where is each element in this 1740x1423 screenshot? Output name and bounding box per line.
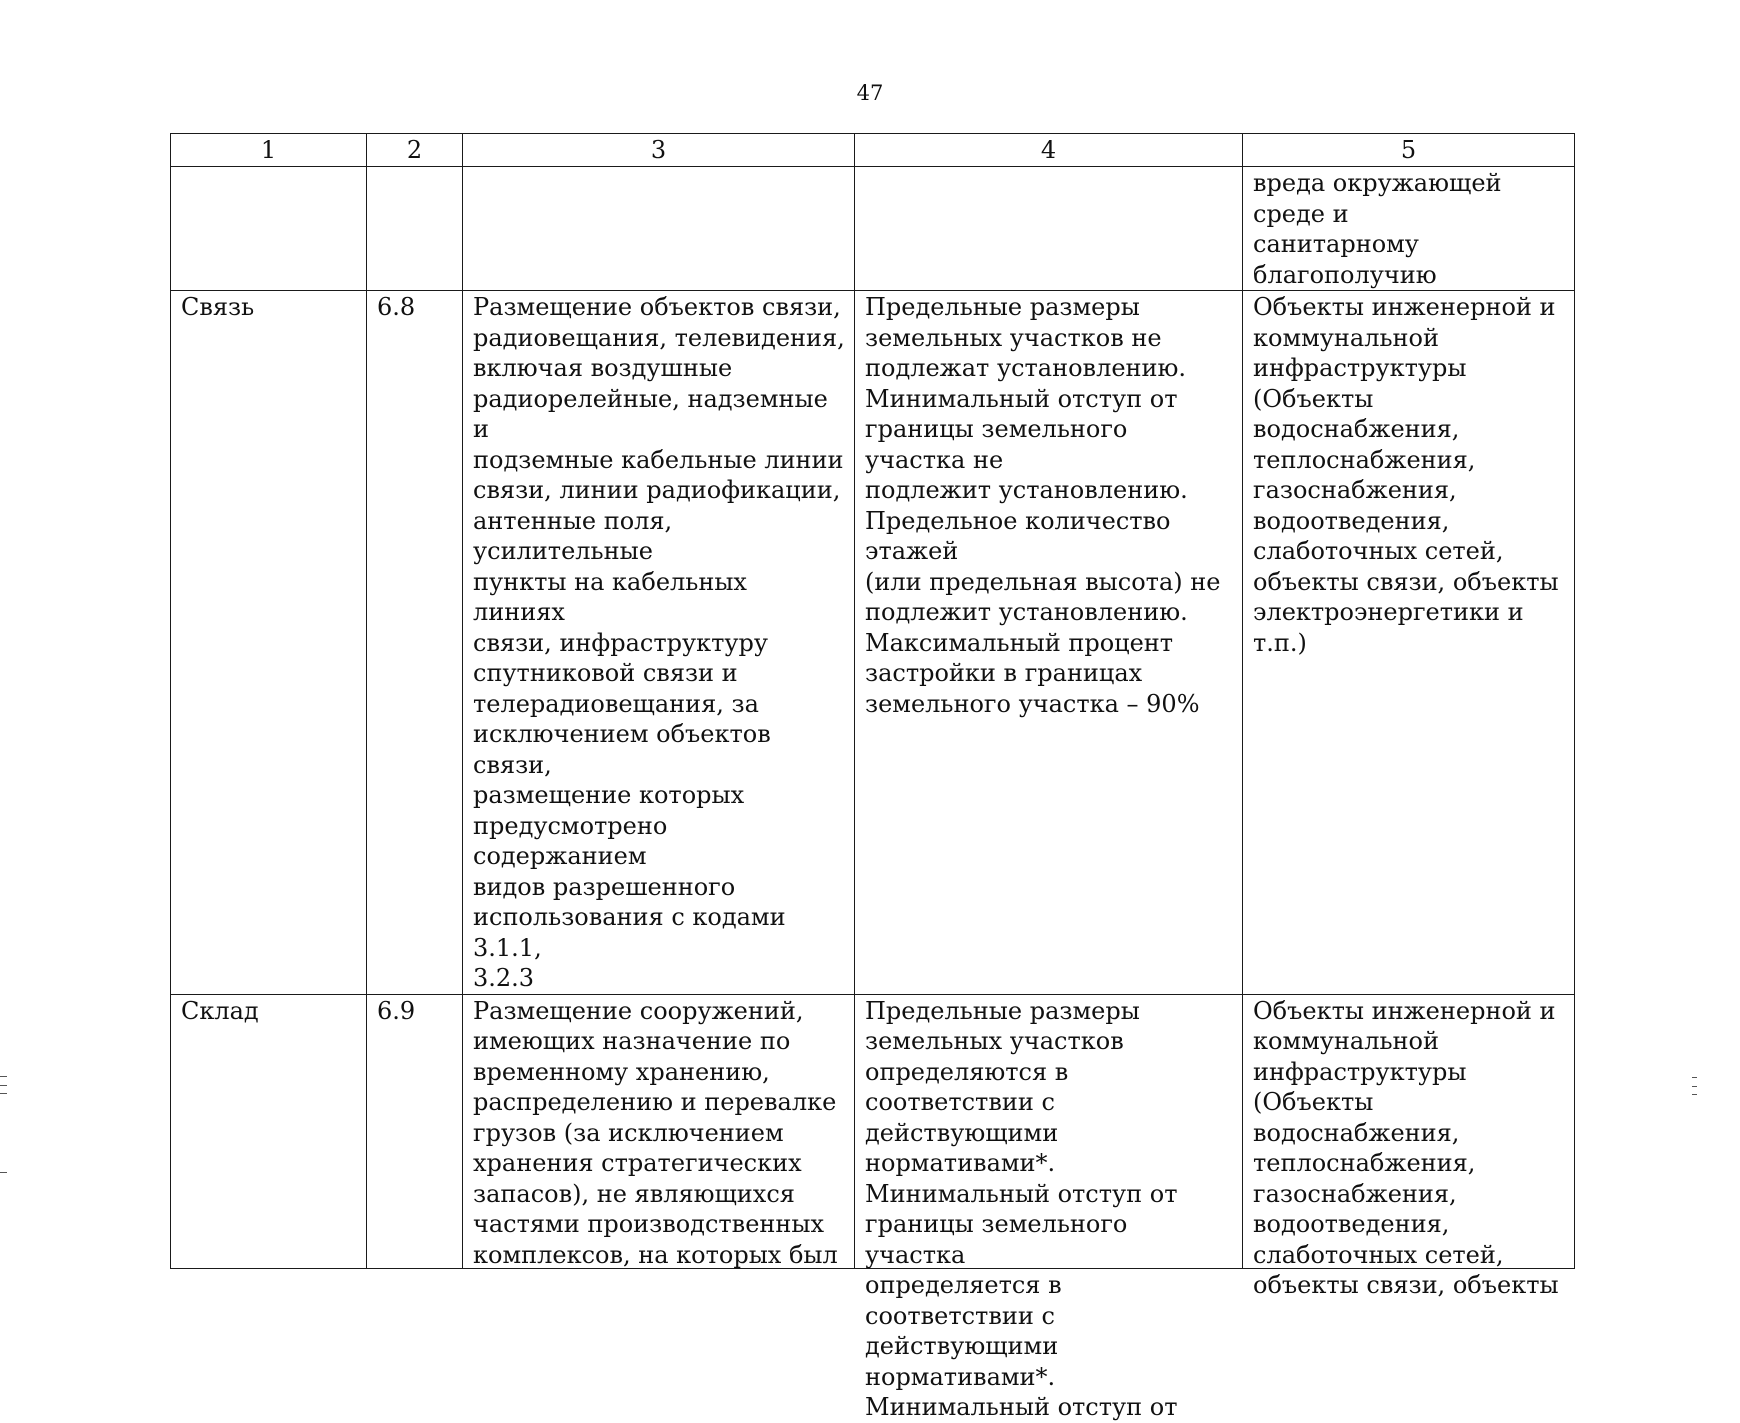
regulations-table [170,133,1575,1421]
scan-margin-mark-right [1692,1086,1697,1087]
cell-text: Объекты инженерной и коммунальной инфраструктуры (Объекты водоснабжения, теплоснабжения, газоснабжения, водоотведения, слаботочных сетей, объекты связи, объекты [1253,996,1559,1299]
header-cell-4: 4 [855,134,1243,167]
header-cell-5: 5 [1243,134,1575,167]
cell-auxiliary-uses: Объекты инженерной и коммунальной инфраструктуры (Объекты водоснабжения, теплоснабжения, газоснабжения, водоотведения, слаботочных сетей, объекты связи, объекты электроэнергетики и т.п.) [1243,291,1575,995]
cell-parameters: Предельные размеры земельных участков не подлежат установлению. Минимальный отступ от границы земельного участка не подлежит установлению. Предельное количество этажей (или предельная высота) не подлежит установлению. Максимальный процент застройки в границах земельного участка – 90% [855,291,1243,995]
table-row-sklad [171,994,1575,1268]
table-header-row [171,134,1575,167]
cell-text: Предельные размеры земельных участков определяются в соответствии с действующими нормативами*. Минимальный отступ от границы земельного участка определяется в соответствии с действующими нормативами*. Минимальный отступ от [865,996,1178,1421]
scan-margin-mark-left [0,1093,7,1094]
cell-use-type [171,994,367,1268]
header-cell-2: 2 [367,134,463,167]
header-cell-3: 3 [463,134,855,167]
cell-text: 6.9 [377,996,416,1025]
cell-description [463,994,855,1268]
cell-use-type [171,167,367,291]
cell-parameters [855,167,1243,291]
cell-auxiliary-uses: вреда окружающей среде и санитарному благополучию [1243,167,1575,291]
cell-code [367,994,463,1268]
cell-text: Размещение сооружений, имеющих назначение по временному хранению, распределению и перевалке грузов (за исключением хранения стратегических запасов), не являющихся частями производственных комплексов, на которых был [473,996,838,1269]
cell-code: 6.8 [367,291,463,995]
scan-margin-mark-right [1692,1077,1697,1078]
scan-margin-mark-left [0,1076,7,1077]
cell-auxiliary-uses [1243,994,1575,1299]
cell-description [463,167,855,291]
cell-use-type: Связь [171,291,367,995]
cell-description: Размещение объектов связи, радиовещания, телевидения, включая воздушные радиорелейные, надземные и подземные кабельные линии связи, линии радиофикации, антенные поля, усилительные пункты на кабельных линиях связи, инфраструктуру спутниковой связи и телерадиовещания, за исключением объектов связи, размещение которых предусмотрено содержанием видов разрешенного использования с кодами 3.1.1, 3.2.3 [463,291,855,995]
table-row-continuation [171,167,1575,291]
header-cell-1: 1 [171,134,367,167]
scan-margin-mark-left [0,1172,7,1173]
cell-parameters [855,994,1243,1421]
page-number: 47 [856,81,884,105]
cell-text: Склад [181,996,259,1025]
cell-code [367,167,463,291]
table-row-svyaz [171,291,1575,995]
scan-margin-mark-left [0,1085,7,1086]
scan-margin-mark-right [1692,1094,1697,1095]
